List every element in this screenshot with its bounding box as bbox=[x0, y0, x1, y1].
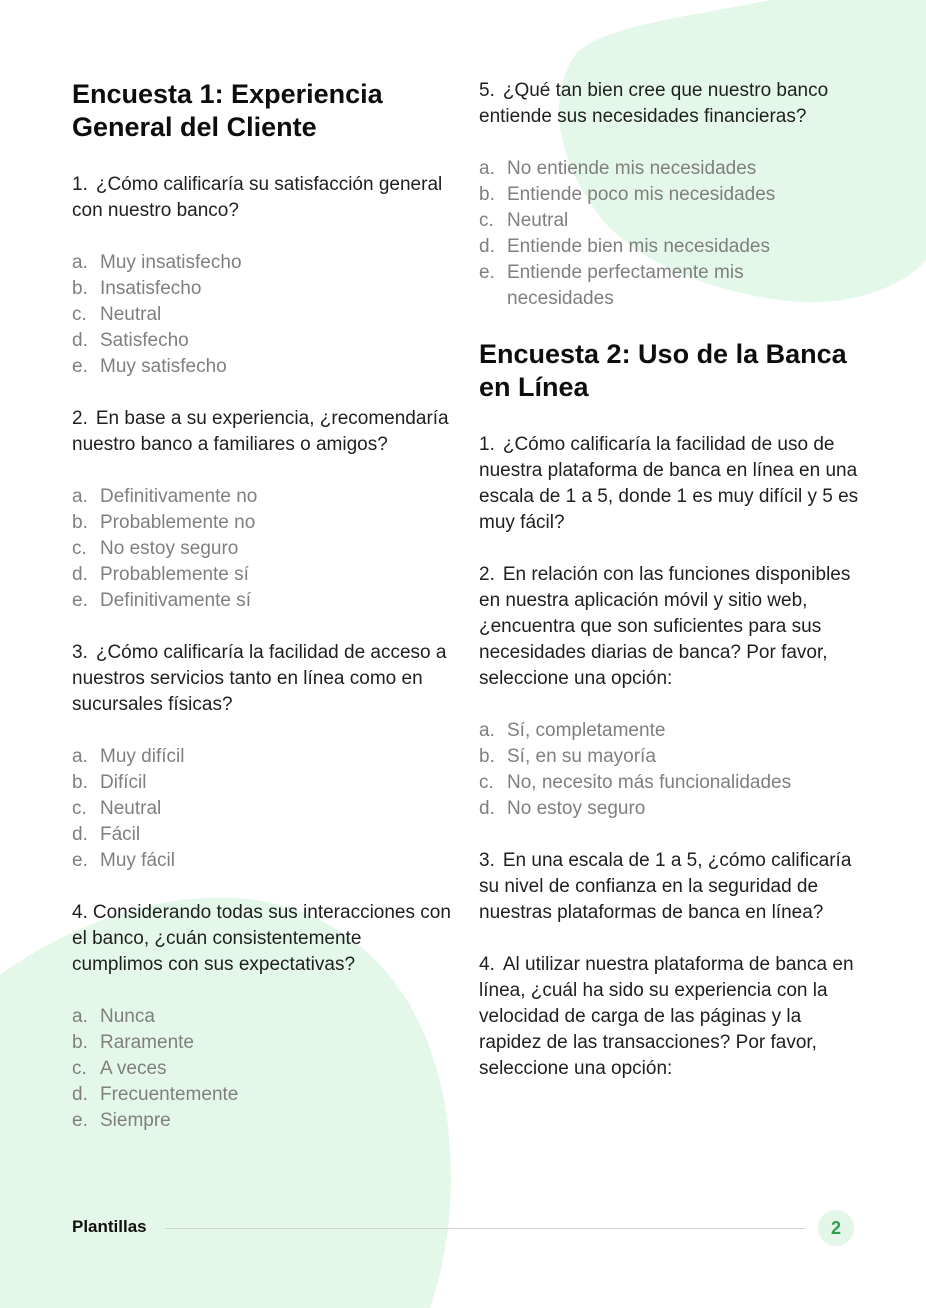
question-number: 2. bbox=[479, 564, 495, 585]
option-item[interactable]: b. Entiende poco mis necesidades bbox=[479, 184, 776, 205]
option-item[interactable]: e. Muy satisfecho bbox=[72, 356, 227, 377]
survey1-question-4 bbox=[72, 900, 452, 1134]
option-item[interactable]: a. No entiende mis necesidades bbox=[479, 158, 757, 179]
question-number: 2. bbox=[72, 408, 88, 429]
option-item[interactable]: b. Raramente bbox=[72, 1032, 194, 1053]
option-item[interactable]: b. Probablemente no bbox=[72, 512, 256, 533]
option-item[interactable]: a. Muy difícil bbox=[72, 746, 185, 767]
option-item[interactable]: b. Sí, en su mayoría bbox=[479, 746, 656, 767]
survey2-question-2 bbox=[479, 562, 859, 822]
survey1-question-2 bbox=[72, 406, 452, 614]
question-number: 5. bbox=[479, 80, 495, 101]
option-item[interactable]: a. Nunca bbox=[72, 1006, 155, 1027]
question-number: 3. bbox=[479, 850, 495, 871]
option-item[interactable]: c. No estoy seguro bbox=[72, 538, 239, 559]
question-text: Al utilizar nuestra plataforma de banca en línea, ¿cuál ha sido su experiencia con la velocidad de carga de las páginas y la rapidez de las transacciones? Por favor, seleccione una opción: bbox=[479, 954, 854, 1079]
option-item[interactable]: b. Insatisfecho bbox=[72, 278, 202, 299]
option-item[interactable]: c. Neutral bbox=[72, 798, 162, 819]
options-list bbox=[72, 1004, 452, 1134]
question-text: En una escala de 1 a 5, ¿cómo calificaría su nivel de confianza en la seguridad de nuestras plataformas de banca en línea? bbox=[479, 850, 852, 923]
options-list bbox=[72, 250, 452, 380]
question-number: 1. bbox=[72, 174, 88, 195]
option-item[interactable]: e. Entiende perfectamente mis necesidades bbox=[479, 262, 744, 309]
option-item[interactable]: e. Siempre bbox=[72, 1110, 171, 1131]
option-item[interactable]: d. Frecuentemente bbox=[72, 1084, 239, 1105]
options-list bbox=[479, 718, 859, 822]
option-item[interactable]: d. Fácil bbox=[72, 824, 141, 845]
survey1-title: Encuesta 1: Experiencia General del Cliente bbox=[72, 79, 383, 142]
option-item[interactable]: a. Muy insatisfecho bbox=[72, 252, 242, 273]
option-item[interactable]: e. Muy fácil bbox=[72, 850, 175, 871]
option-item[interactable]: c. Neutral bbox=[72, 304, 162, 325]
survey2-title: Encuesta 2: Uso de la Banca en Línea bbox=[479, 339, 847, 402]
question-text: ¿Cómo calificaría la facilidad de acceso a nuestros servicios tanto en línea como en sucursales físicas? bbox=[72, 642, 447, 715]
question-text: ¿Cómo calificaría la facilidad de uso de nuestra plataforma de banca en línea en una escala de 1 a 5, donde 1 es muy difícil y 5 es muy fácil? bbox=[479, 434, 859, 533]
option-item[interactable]: d. Entiende bien mis necesidades bbox=[479, 236, 771, 257]
options-list bbox=[72, 484, 452, 614]
option-item[interactable]: c. Neutral bbox=[479, 210, 569, 231]
question-number: 4. bbox=[72, 902, 88, 923]
option-item[interactable]: a. Sí, completamente bbox=[479, 720, 666, 741]
question-number: 1. bbox=[479, 434, 495, 455]
footer-label: Plantillas bbox=[72, 1217, 147, 1236]
question-text: En base a su experiencia, ¿recomendaría nuestro banco a familiares o amigos? bbox=[72, 408, 449, 455]
survey1-question-3 bbox=[72, 640, 452, 874]
option-item[interactable]: b. Difícil bbox=[72, 772, 147, 793]
question-text: En relación con las funciones disponibles en nuestra aplicación móvil y sitio web, ¿encuentra que son suficientes para sus necesidades diarias de banca? Por favor, seleccione una opción: bbox=[479, 564, 851, 689]
left-column bbox=[72, 78, 452, 1134]
question-number: 4. bbox=[479, 954, 495, 975]
right-column bbox=[479, 78, 859, 1082]
options-list bbox=[479, 156, 859, 312]
survey2-question-4 bbox=[479, 952, 859, 1082]
option-item[interactable]: d. Satisfecho bbox=[72, 330, 189, 351]
survey1-question-5 bbox=[479, 78, 859, 312]
question-number: 3. bbox=[72, 642, 88, 663]
option-item[interactable]: a. Definitivamente no bbox=[72, 486, 258, 507]
option-item[interactable]: c. No, necesito más funcionalidades bbox=[479, 772, 792, 793]
option-item[interactable]: d. Probablemente sí bbox=[72, 564, 249, 585]
survey2-question-3 bbox=[479, 848, 859, 926]
footer-divider bbox=[165, 1228, 805, 1229]
survey1-question-1 bbox=[72, 172, 452, 380]
option-item[interactable]: e. Definitivamente sí bbox=[72, 590, 252, 611]
options-list bbox=[72, 744, 452, 874]
option-item[interactable]: d. No estoy seguro bbox=[479, 798, 646, 819]
question-text: ¿Qué tan bien cree que nuestro banco entiende sus necesidades financieras? bbox=[479, 80, 829, 127]
survey2-question-1 bbox=[479, 432, 859, 536]
option-item[interactable]: c. A veces bbox=[72, 1058, 167, 1079]
question-text: Considerando todas sus interacciones con el banco, ¿cuán consistentemente cumplimos con sus expectativas? bbox=[72, 902, 451, 975]
question-text: ¿Cómo calificaría su satisfacción general con nuestro banco? bbox=[72, 174, 443, 221]
page-number-badge: 2 bbox=[818, 1210, 854, 1246]
